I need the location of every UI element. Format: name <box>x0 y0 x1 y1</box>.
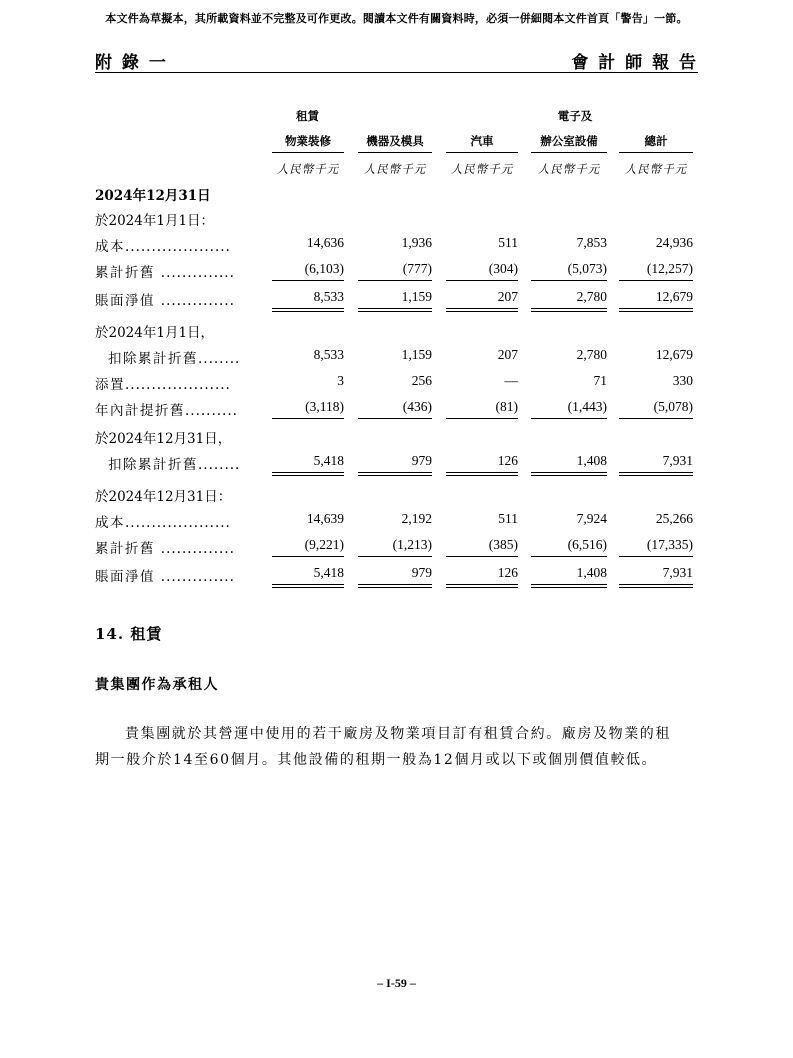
lease-paragraph-line-1: 貴集團就於其營運中使用的若干廠房及物業項目訂有租賃合約。廠房及物業的租 <box>125 726 671 742</box>
col-4-heading: 辦公室設備 <box>531 133 607 153</box>
subtotal-rule <box>531 556 607 557</box>
total-double-rule <box>272 584 344 588</box>
section-heading: 於2024年1月1日： <box>95 213 215 229</box>
table-cell: 8,533 <box>313 289 344 304</box>
total-double-rule <box>619 584 693 588</box>
total-double-rule <box>272 308 344 312</box>
row-label: 賬面淨值 .............. <box>95 293 235 309</box>
table-cell: (3,118) <box>305 399 344 414</box>
total-double-rule <box>446 584 518 588</box>
col-2-unit: 人民幣千元 <box>363 162 427 176</box>
table-cell: 5,418 <box>313 565 344 580</box>
table-cell: 126 <box>497 565 518 580</box>
subtotal-rule <box>446 280 518 281</box>
table-cell: 2,780 <box>576 347 607 362</box>
table-cell: (12,257) <box>646 261 693 276</box>
table-cell: (81) <box>495 399 518 414</box>
table-cell: 207 <box>497 289 518 304</box>
col-5-heading: 總計 <box>619 133 693 153</box>
table-cell: 14,639 <box>306 511 344 526</box>
table-cell: 1,159 <box>401 347 432 362</box>
table-cell: 207 <box>497 347 518 362</box>
table-cell: 25,266 <box>655 511 693 526</box>
total-double-rule <box>272 472 344 476</box>
section-14-title: 14. 租賃 <box>95 625 163 643</box>
subtotal-rule <box>619 418 693 419</box>
report-title: 會 計 師 報 告 <box>571 53 698 73</box>
table-cell: (5,073) <box>567 261 607 276</box>
table-cell: 2,780 <box>576 289 607 304</box>
col-3-unit: 人民幣千元 <box>450 162 514 176</box>
draft-disclaimer: 本文件為草擬本，其所載資料並不完整及可作更改。閱讀本文件有關資料時，必須一併細閱本文件首頁「警告」一節。 <box>105 12 688 25</box>
subtotal-rule <box>446 418 518 419</box>
lease-paragraph-line-2: 期一般介於14至60個月。其他設備的租期一般為12個月或以下或個別價值較低。 <box>95 752 658 768</box>
lessee-subtitle: 貴集團作為承租人 <box>95 677 219 693</box>
row-label: 累計折舊 .............. <box>95 541 235 557</box>
table-cell: 7,931 <box>662 565 693 580</box>
table-cell: 330 <box>672 373 693 388</box>
table-cell: 1,159 <box>401 289 432 304</box>
table-cell: (17,335) <box>646 537 693 552</box>
table-cell: 511 <box>498 511 518 526</box>
appendix-title: 附 錄 一 <box>95 53 168 73</box>
row-label: 成本.................... <box>95 515 231 531</box>
subtotal-rule <box>272 418 344 419</box>
subtotal-rule <box>619 280 693 281</box>
col-2-heading: 機器及模具 <box>358 133 432 153</box>
total-double-rule <box>446 308 518 312</box>
section-heading: 於2024年1月1日， <box>95 325 215 341</box>
table-cell: 8,533 <box>313 347 344 362</box>
table-cell: 3 <box>337 373 344 388</box>
total-double-rule <box>358 308 432 312</box>
row-label: 扣除累計折舊........ <box>108 457 241 473</box>
subtotal-rule <box>531 280 607 281</box>
row-label: 扣除累計折舊........ <box>108 351 241 367</box>
col-4-heading-line1: 電子及 <box>557 109 593 123</box>
total-double-rule <box>619 472 693 476</box>
header-divider <box>95 72 698 73</box>
table-date-heading: 2024年12月31日 <box>95 188 211 204</box>
row-label: 累計折舊 .............. <box>95 265 235 281</box>
table-cell: (6,103) <box>304 261 344 276</box>
subtotal-rule <box>358 556 432 557</box>
subtotal-rule <box>358 418 432 419</box>
subtotal-rule <box>619 556 693 557</box>
table-cell: (385) <box>488 537 518 552</box>
table-cell: (1,213) <box>392 537 432 552</box>
subtotal-rule <box>531 418 607 419</box>
total-double-rule <box>358 472 432 476</box>
table-cell: 126 <box>497 453 518 468</box>
table-cell: (777) <box>402 261 432 276</box>
table-cell: 511 <box>498 235 518 250</box>
total-double-rule <box>619 308 693 312</box>
section-heading: 於2024年12月31日， <box>95 431 232 447</box>
col-5-unit: 人民幣千元 <box>624 162 688 176</box>
table-cell: 1,408 <box>576 453 607 468</box>
table-cell: 1,936 <box>401 235 432 250</box>
table-cell: (304) <box>488 261 518 276</box>
subtotal-rule <box>272 280 344 281</box>
row-label: 賬面淨值 .............. <box>95 569 235 585</box>
table-cell: 71 <box>593 373 607 388</box>
table-cell: 256 <box>411 373 432 388</box>
col-1-heading-line1: 租賃 <box>296 109 319 123</box>
table-cell: 7,924 <box>576 511 607 526</box>
table-cell: 12,679 <box>655 289 693 304</box>
total-double-rule <box>531 472 607 476</box>
col-4-unit: 人民幣千元 <box>537 162 601 176</box>
table-cell: 14,636 <box>306 235 344 250</box>
table-cell: 2,192 <box>401 511 432 526</box>
row-label: 成本.................... <box>95 239 231 255</box>
col-3-heading: 汽車 <box>446 133 518 153</box>
table-cell: (5,078) <box>653 399 693 414</box>
subtotal-rule <box>446 556 518 557</box>
table-cell: (6,516) <box>567 537 607 552</box>
page-number: – I-59 – <box>377 976 416 990</box>
table-cell: 12,679 <box>655 347 693 362</box>
subtotal-rule <box>358 280 432 281</box>
table-cell: 979 <box>411 453 432 468</box>
table-cell: 7,931 <box>662 453 693 468</box>
total-double-rule <box>531 584 607 588</box>
section-heading: 於2024年12月31日： <box>95 489 232 505</box>
table-cell: (1,443) <box>567 399 607 414</box>
total-double-rule <box>446 472 518 476</box>
table-cell: 979 <box>411 565 432 580</box>
table-cell: 24,936 <box>655 235 693 250</box>
table-cell: (436) <box>402 399 432 414</box>
total-double-rule <box>358 584 432 588</box>
row-label: 年內計提折舊.......... <box>95 403 238 419</box>
table-cell: 1,408 <box>576 565 607 580</box>
col-1-unit: 人民幣千元 <box>276 162 340 176</box>
col-1-heading: 物業裝修 <box>272 133 344 153</box>
table-cell: — <box>504 373 518 388</box>
table-cell: (9,221) <box>304 537 344 552</box>
total-double-rule <box>531 308 607 312</box>
subtotal-rule <box>272 556 344 557</box>
table-cell: 7,853 <box>576 235 607 250</box>
table-cell: 5,418 <box>313 453 344 468</box>
row-label: 添置.................... <box>95 377 231 393</box>
